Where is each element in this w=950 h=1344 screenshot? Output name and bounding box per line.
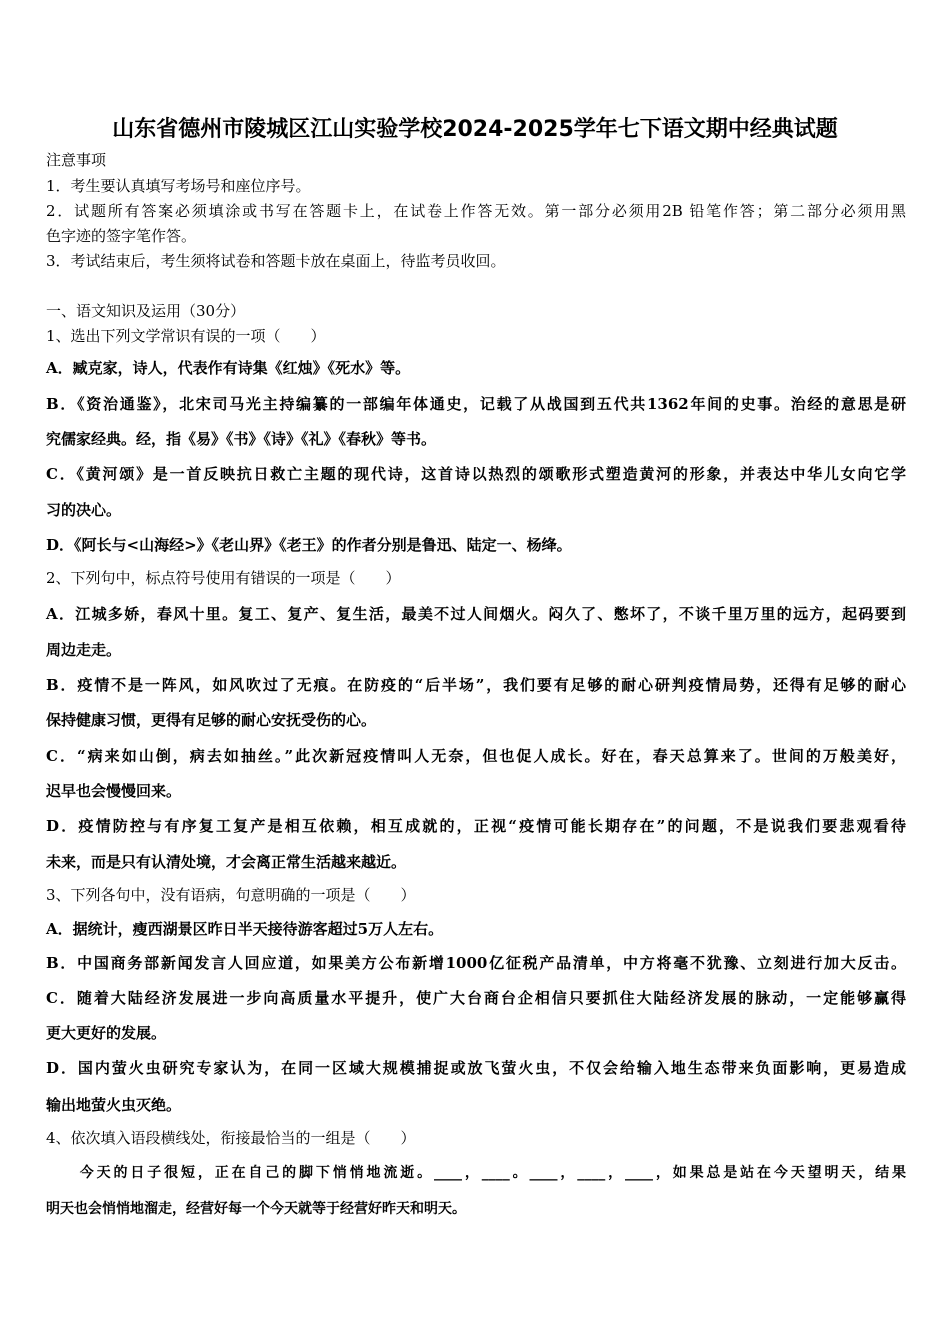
option-b: B．中国商务部新闻发言人回应道，如果美方公布新增1000亿征税产品清单，中方将毫不犹豫、立刻进行加大反击。 bbox=[46, 954, 906, 972]
option-b: B．《资治通鉴》，北宋司马光主持编纂的一部编年体通史，记载了从战国到五代共1362年间的史事。治经的意思是研 bbox=[46, 395, 906, 413]
option-a: A．臧克家，诗人，代表作有诗集《红烛》《死水》等。 bbox=[46, 359, 411, 377]
question-stem: 2、下列句中，标点符号使用有错误的一项是（ ） bbox=[46, 569, 401, 587]
notice-heading: 注意事项 bbox=[46, 151, 107, 169]
notice-item: 色字迹的签字笔作答。 bbox=[46, 227, 197, 245]
question-stem: 3、下列各句中，没有语病，句意明确的一项是（ ） bbox=[46, 886, 416, 904]
passage-cont: 明天也会悄悄地溜走，经营好每一个今天就等于经营好昨天和明天。 bbox=[46, 1201, 466, 1217]
option-c: C．随着大陆经济发展进一步向高质量水平提升，使广大台商台企相信只要抓住大陆经济发展的脉动，一定能够赢得 bbox=[46, 989, 906, 1007]
option-c: C．《黄河颂》是一首反映抗日救亡主题的现代诗，这首诗以热烈的颂歌形式塑造黄河的形象，并表达中华儿女向它学 bbox=[46, 465, 906, 483]
option-d-cont: 未来，而是只有认清处境，才会离正常生活越来越近。 bbox=[46, 853, 407, 871]
option-d-cont: 输出地萤火虫灭绝。 bbox=[46, 1096, 182, 1114]
option-c: C．“病来如山倒，病去如抽丝。”此次新冠疫情叫人无奈，但也促人成长。好在，春天总算来了。世间的万般美好， bbox=[46, 747, 906, 765]
option-b-cont: 保持健康习惯，更得有足够的耐心安抚受伤的心。 bbox=[46, 711, 377, 729]
notice-item: 2．试题所有答案必须填涂或书写在答题卡上，在试卷上作答无效。第一部分必须用2B 铅笔作答；第二部分必须用黑 bbox=[46, 202, 906, 220]
page-title: 山东省德州市陵城区江山实验学校2024-2025学年七下语文期中经典试题 bbox=[112, 117, 838, 142]
option-b-cont: 究儒家经典。经，指《易》《书》《诗》《礼》《春秋》等书。 bbox=[46, 430, 437, 448]
option-b: B．疫情不是一阵风，如风吹过了无痕。在防疫的“后半场”，我们要有足够的耐心研判疫情局势，还得有足够的耐心 bbox=[46, 676, 906, 694]
section-heading: 一、语文知识及运用（30分） bbox=[46, 302, 246, 320]
option-d: D．疫情防控与有序复工复产是相互依赖，相互成就的，正视“疫情可能长期存在”的问题，不是说我们要悲观看待 bbox=[46, 817, 906, 835]
option-c-cont: 更大更好的发展。 bbox=[46, 1024, 167, 1042]
question-stem: 1、选出下列文学常识有误的一项（ ） bbox=[46, 327, 326, 345]
notice-item: 1．考生要认真填写考场号和座位序号。 bbox=[46, 177, 311, 195]
passage: 今天的日子很短，正在自己的脚下悄悄地流逝。____，____。____，____，____，如果总是站在今天望明天，结果 bbox=[46, 1165, 906, 1181]
option-a: A．据统计，瘦西湖景区昨日半天接待游客超过5万人左右。 bbox=[46, 920, 444, 938]
option-c-cont: 迟早也会慢慢回来。 bbox=[46, 782, 182, 800]
option-d: D．国内萤火虫研究专家认为，在同一区域大规模捕捉或放飞萤火虫，不仅会给输入地生态带来负面影响，更易造成 bbox=[46, 1059, 906, 1077]
option-c-cont: 习的决心。 bbox=[46, 501, 122, 519]
notice-item: 3．考试结束后，考生须将试卷和答题卡放在桌面上，待监考员收回。 bbox=[46, 252, 506, 270]
question-stem: 4、依次填入语段横线处，衔接最恰当的一组是（ ） bbox=[46, 1129, 416, 1147]
option-a: A．江城多娇，春风十里。复工、复产、复生活，最美不过人间烟火。闷久了、憋坏了，不谈千里万里的远方，起码要到 bbox=[46, 605, 906, 623]
option-a-cont: 周边走走。 bbox=[46, 641, 122, 659]
option-d: D．《阿长与<山海经>》《老山界》《老王》的作者分别是鲁迅、陆定一、杨绛。 bbox=[46, 536, 572, 554]
